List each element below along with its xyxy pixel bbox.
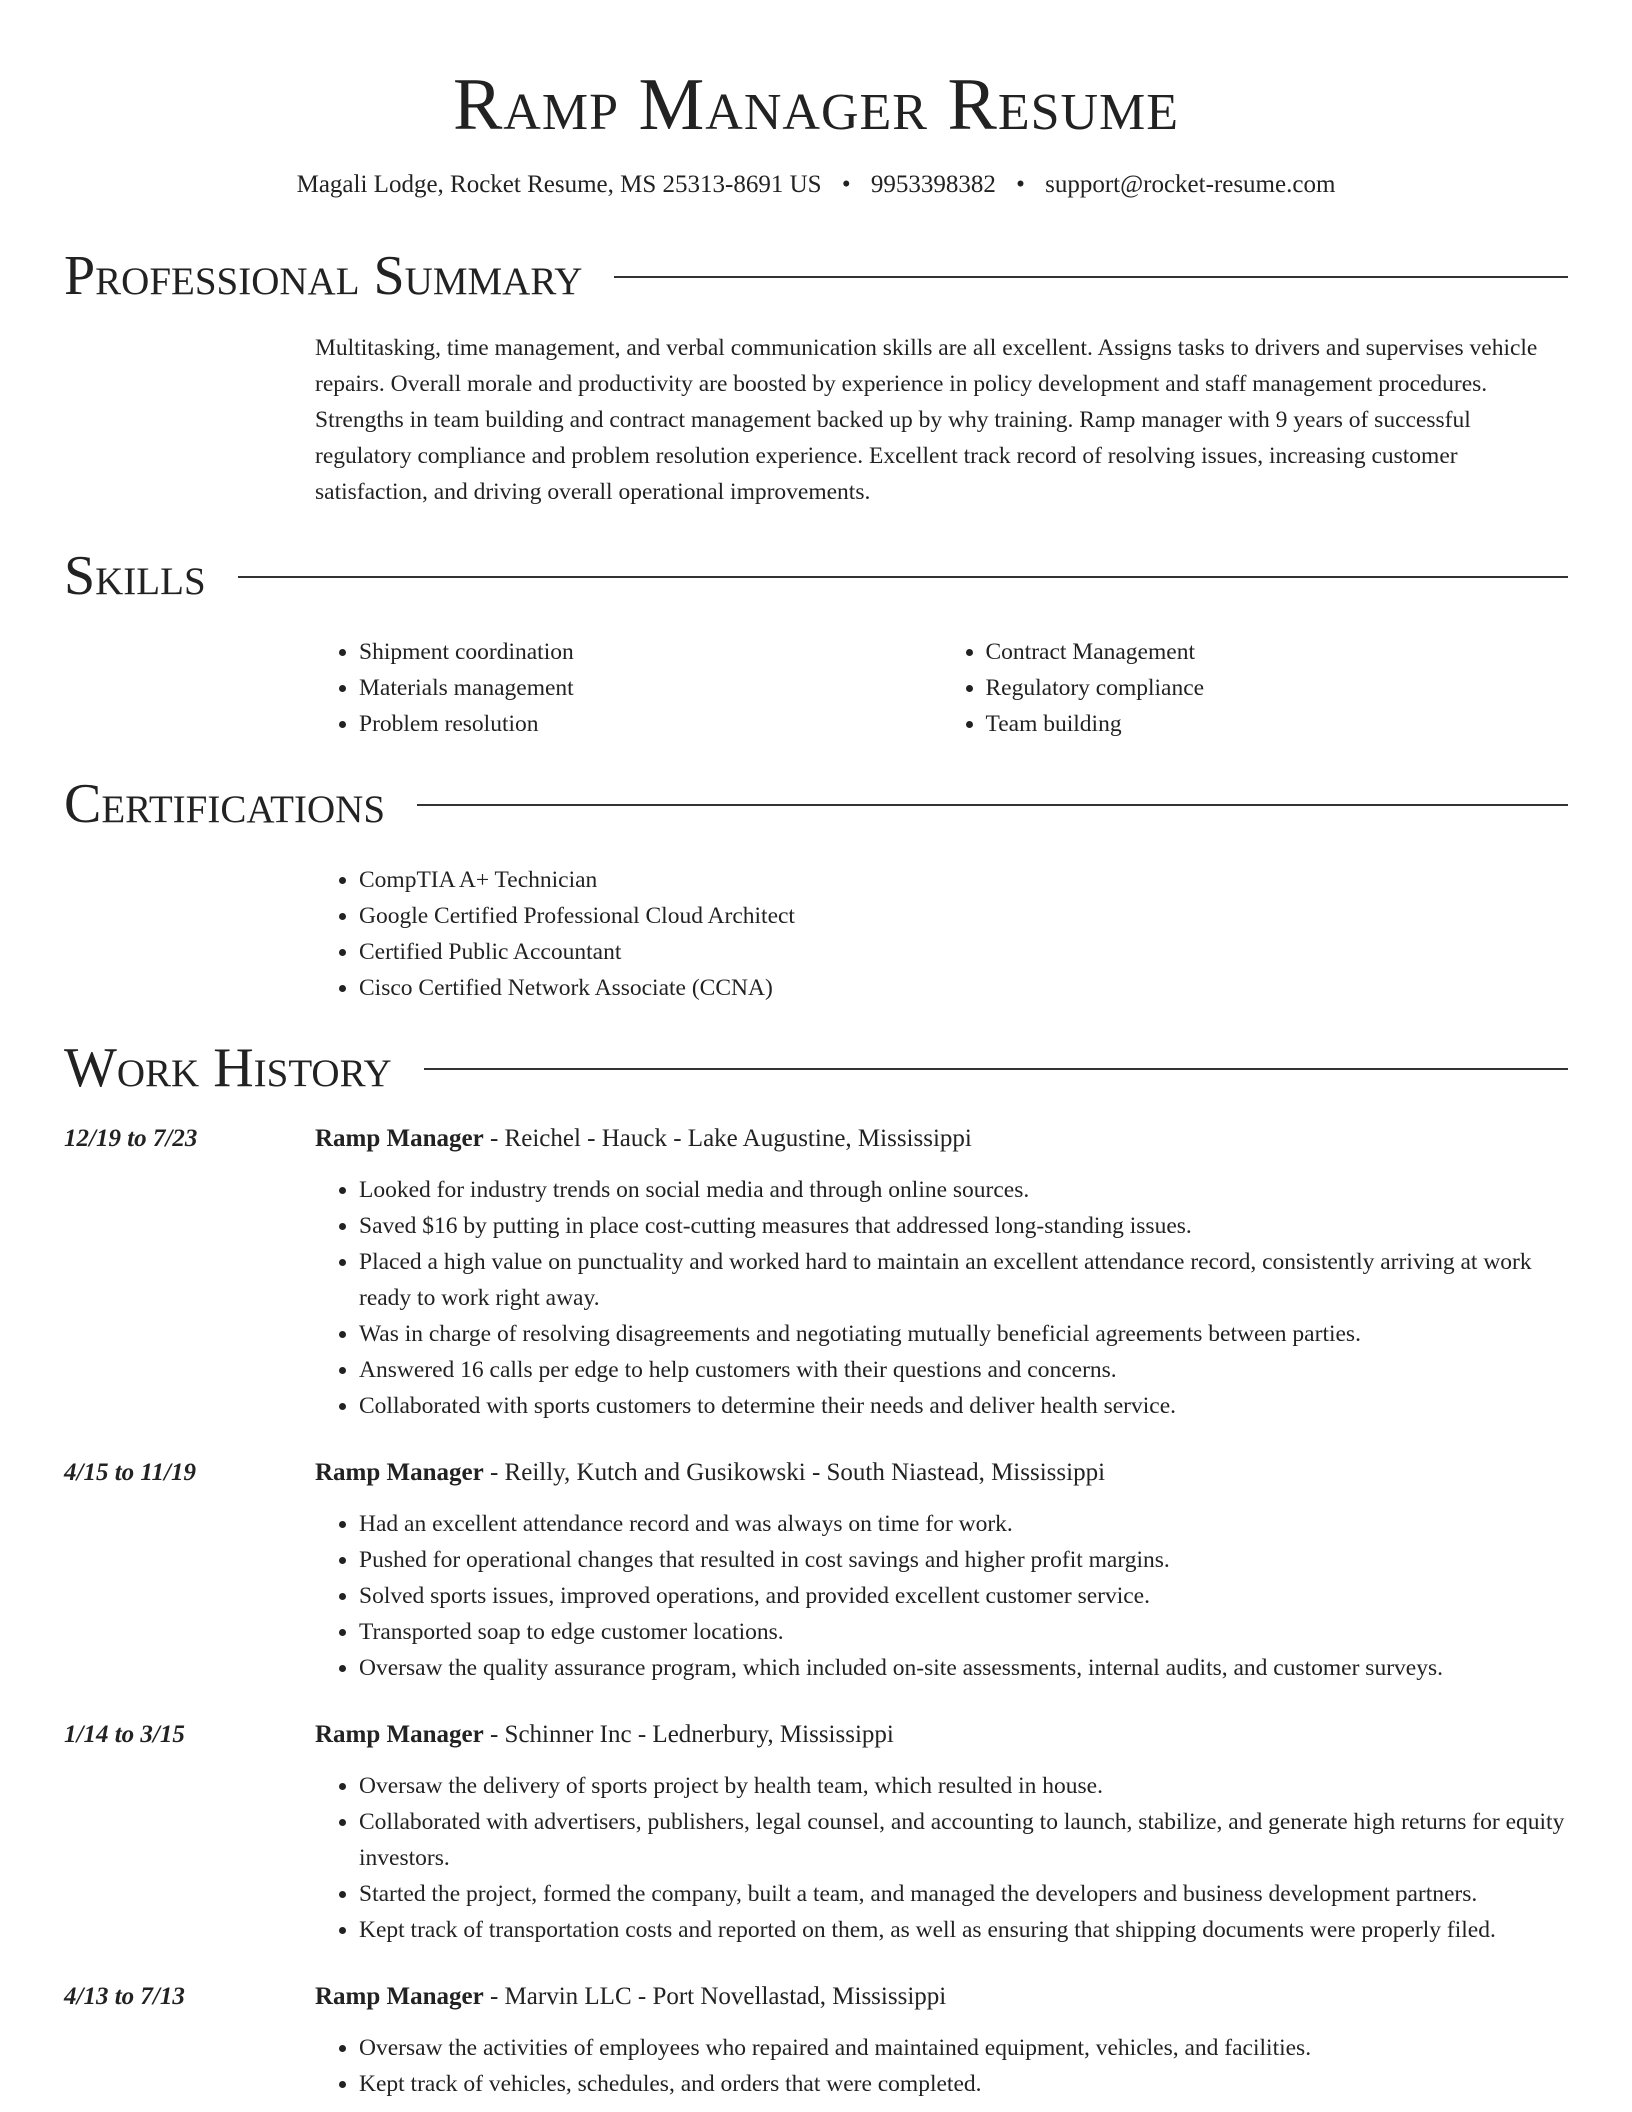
resume-page — [64, 0, 1568, 2102]
job-bullet: • Transported soap to edge customer locations. — [359, 1614, 1568, 1650]
contact-phone: 9953398382 — [870, 171, 996, 198]
certifications-section-header — [64, 772, 1568, 836]
job-bullet: • Collaborated with sports customers to determine their needs and deliver health service. — [359, 1388, 1568, 1424]
work-history-list — [64, 1122, 1568, 2102]
section-divider — [614, 276, 1568, 278]
job-body — [315, 1456, 1568, 1686]
job-bullet: • Oversaw the activities of employees who repaired and maintained equipment, vehicles, and facilities. — [359, 2030, 1568, 2066]
skill-item: • Problem resolution — [359, 706, 942, 742]
section-divider — [238, 576, 1568, 578]
job-dates: 1/14 to 3/15 — [64, 1721, 185, 1748]
job-bullets — [315, 1506, 1568, 1686]
contact-separator: • — [841, 171, 851, 198]
certifications-bullets — [315, 862, 1568, 1006]
skill-item: • Materials management — [359, 670, 942, 706]
contact-address: Magali Lodge, Rocket Resume, MS 25313-8691 US — [296, 171, 822, 198]
job-employer: - Schinner Inc - Lednerbury, Mississippi — [483, 1721, 894, 1748]
job-entry — [64, 1456, 1568, 1686]
job-role: Ramp Manager — [315, 1125, 484, 1152]
job-employer: - Reichel - Hauck - Lake Augustine, Mississippi — [483, 1125, 972, 1152]
job-bullet: • Collaborated with advertisers, publishers, legal counsel, and accounting to launch, stabilize, and generate high returns for equity investors. — [359, 1804, 1568, 1876]
job-bullets — [315, 2030, 1568, 2102]
job-bullet: • Was in charge of resolving disagreements and negotiating mutually beneficial agreements between parties. — [359, 1316, 1568, 1352]
certifications-heading: Certifications — [64, 773, 386, 835]
job-bullet: • Pushed for operational changes that resulted in cost savings and higher profit margins. — [359, 1542, 1568, 1578]
job-heading — [315, 1718, 1568, 1752]
certification-item: • Google Certified Professional Cloud Architect — [359, 898, 1568, 934]
contact-line — [64, 168, 1568, 202]
job-heading — [315, 1980, 1568, 2014]
skills-heading: Skills — [64, 545, 206, 607]
work-history-heading: Work History — [64, 1037, 392, 1099]
certification-item: • Certified Public Accountant — [359, 934, 1568, 970]
job-bullet: • Oversaw the delivery of sports project by health team, which resulted in house. — [359, 1768, 1568, 1804]
job-bullet: • Kept track of transportation costs and reported on them, as well as ensuring that shipping documents were properly filed. — [359, 1912, 1568, 1948]
certification-item: • CompTIA A+ Technician — [359, 862, 1568, 898]
job-bullet: • Kept track of vehicles, schedules, and orders that were completed. — [359, 2066, 1568, 2102]
skills-list-left — [315, 634, 942, 742]
job-employer: - Marvin LLC - Port Novellastad, Mississippi — [483, 1983, 947, 2010]
job-bullet: • Answered 16 calls per edge to help customers with their questions and concerns. — [359, 1352, 1568, 1388]
section-divider — [424, 1068, 1568, 1070]
work-history-section-header — [64, 1036, 1568, 1100]
job-dates: 12/19 to 7/23 — [64, 1125, 198, 1152]
job-dates: 4/13 to 7/13 — [64, 1983, 185, 2010]
summary-heading: Professional Summary — [64, 245, 583, 307]
job-bullet: • Looked for industry trends on social media and through online sources. — [359, 1172, 1568, 1208]
summary-section-header — [64, 244, 1568, 308]
job-role: Ramp Manager — [315, 1459, 484, 1486]
job-entry — [64, 1122, 1568, 1424]
skill-item: • Shipment coordination — [359, 634, 942, 670]
job-bullet: • Saved $16 by putting in place cost-cutting measures that addressed long-standing issues. — [359, 1208, 1568, 1244]
job-dates: 4/15 to 11/19 — [64, 1459, 196, 1486]
certifications-list — [315, 862, 1568, 1006]
job-role: Ramp Manager — [315, 1721, 484, 1748]
job-role: Ramp Manager — [315, 1983, 484, 2010]
skill-item: • Team building — [986, 706, 1569, 742]
job-heading — [315, 1122, 1568, 1156]
skills-list-right — [942, 634, 1569, 742]
summary-text: Multitasking, time management, and verbal communication skills are all excellent. Assigns tasks to drivers and supervises vehicle repairs. Overall morale and productivity are boosted by experience in policy development and staff management procedures. Strengths in team building and contract management backed up by why training. Ramp manager with 9 years of successful regulatory compliance and problem resolution experience. Excellent track record of resolving issues, increasing customer satisfaction, and driving overall operational improvements. — [315, 335, 1538, 505]
skills-section-header — [64, 544, 1568, 608]
section-divider — [417, 804, 1568, 806]
job-entry — [64, 1718, 1568, 1948]
job-bullet: • Solved sports issues, improved operations, and provided excellent customer service. — [359, 1578, 1568, 1614]
skill-item: • Contract Management — [986, 634, 1569, 670]
contact-email: support@rocket-resume.com — [1045, 171, 1336, 198]
contact-separator: • — [1016, 171, 1025, 198]
job-bullet: • Placed a high value on punctuality and worked hard to maintain an excellent attendance record, consistently arriving at work ready to work right away. — [359, 1244, 1568, 1316]
job-heading — [315, 1456, 1568, 1490]
job-body — [315, 1122, 1568, 1424]
job-bullet: • Oversaw the quality assurance program, which included on-site assessments, internal audits, and customer surveys. — [359, 1650, 1568, 1686]
job-bullets — [315, 1172, 1568, 1424]
skill-item: • Regulatory compliance — [986, 670, 1569, 706]
job-entry — [64, 1980, 1568, 2102]
job-bullets — [315, 1768, 1568, 1948]
resume-title: Ramp Manager Resume — [452, 64, 1180, 146]
job-bullet: • Started the project, formed the company, built a team, and managed the developers and business development partners. — [359, 1876, 1568, 1912]
job-body — [315, 1980, 1568, 2102]
certification-item: • Cisco Certified Network Associate (CCNA) — [359, 970, 1568, 1006]
job-employer: - Reilly, Kutch and Gusikowski - South Niastead, Mississippi — [483, 1459, 1106, 1486]
job-bullet: • Had an excellent attendance record and was always on time for work. — [359, 1506, 1568, 1542]
skills-grid — [315, 634, 1568, 742]
job-body — [315, 1718, 1568, 1948]
